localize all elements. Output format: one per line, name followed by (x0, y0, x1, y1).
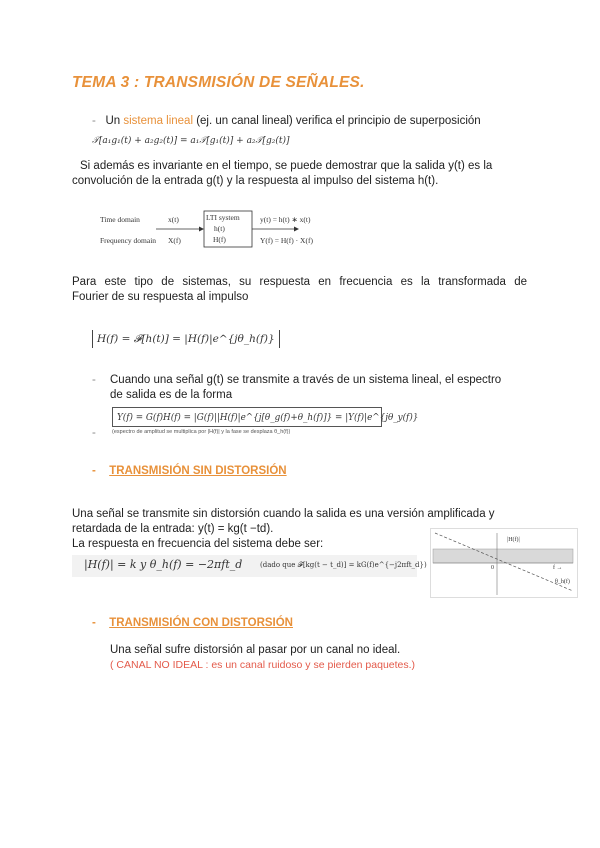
bullet-sistema-lineal (92, 114, 481, 129)
superposition-formula: 𝒯[a₁g₁(t) + a₂g₂(t)] = a₁𝒯[g₁(t)] + a₂𝒯[g₂(t)] (92, 136, 290, 146)
transfer-function-formula: H(f) = 𝓕[h(t)] = |H(f)|e^{jθ_h(f)} (92, 330, 280, 348)
section2-line1: Una señal sufre distorsión al pasar por un canal no ideal. (110, 644, 401, 656)
canal-no-ideal-note: ( CANAL NO IDEAL : es un canal ruidoso y se pierden paquetes.) (110, 659, 416, 671)
section-con-distorsion-heading (92, 613, 293, 631)
diagram-output-t: y(t) = h(t) ∗ x(t) (260, 215, 311, 224)
section1-line2: retardada de la entrada: y(t) = kg(t −td). (72, 523, 274, 535)
para1-line1: Si además es invariante en el tiempo, se puede demostrar que la salida y(t) es la (80, 160, 493, 172)
section-dash: - (92, 617, 96, 629)
para2-line2: Fourier de su respuesta al impulso (72, 291, 249, 303)
diagram-frequency-domain-label: Frequency domain (100, 236, 157, 245)
para2-line1: Para este tipo de sistemas, su respuesta en frecuencia es la transformada de (72, 276, 527, 288)
sistema-lineal-term: sistema lineal (123, 115, 194, 127)
section-sin-distorsion-heading (92, 461, 287, 479)
diagram-box-h: h(t) (214, 224, 225, 233)
output-spectrum-note: (espectro de amplitud se multiplica por |H(f)| y la fase se desplaza θ_h(f)) (112, 429, 291, 435)
output-spectrum-formula: Y(f) = G(f)H(f) = |G(f)||H(f)|e^{j[θ_g(f)+θ_h(f)]} = |Y(f)|e^{jθ_y(f)} (112, 407, 382, 427)
para1-line2: convolución de la entrada g(t) y la respuesta al impulso del sistema h(t). (72, 175, 439, 187)
bullet1-post: (ej. un canal lineal) verifica el principio de superposición (193, 115, 481, 127)
paragraph-invariante (72, 159, 532, 189)
diagram-input-f: X(f) (168, 236, 181, 245)
section-dash: - (92, 465, 96, 477)
graph-label-H: |H(f)| (507, 537, 520, 543)
diagram-box-H: H(f) (213, 235, 226, 244)
diagram-box-title: LTI system (206, 213, 240, 222)
graph-label-f: f → (553, 565, 563, 571)
paragraph-respuesta-frecuencia (72, 275, 527, 305)
diagram-time-domain-label: Time domain (100, 215, 140, 224)
diagram-input-t: x(t) (168, 215, 179, 224)
bullet1-pre: Un (105, 115, 124, 127)
distortionless-formula-note: (dado que 𝓕[kg(t − t_d)] = kG(f)e^{−j2πft_d}) (260, 561, 427, 569)
section-con-distorsion-title: TRANSMISIÓN CON DISTORSIÓN (109, 617, 293, 629)
bullet2-line1: Cuando una señal g(t) se transmite a través de un sistema lineal, el espectro (110, 374, 502, 386)
formula-band (72, 555, 427, 577)
bullet2-line2: de salida es de la forma (110, 389, 233, 401)
graph-plot (431, 529, 577, 597)
bullet-espectro-salida (92, 373, 532, 403)
bullet-dash: - (92, 374, 96, 386)
section1-line1: Una señal se transmite sin distorsión cuando la salida es una versión amplificada y (72, 508, 495, 520)
distortionless-graph (430, 528, 578, 598)
diagram-output-f: Y(f) = H(f) · X(f) (260, 236, 313, 245)
graph-label-theta: θ_h(f) (555, 579, 570, 585)
diagram-arrows (156, 210, 356, 250)
page-title: TEMA 3 : TRANSMISIÓN DE SEÑALES. (72, 74, 365, 91)
graph-label-zero: 0 (491, 565, 494, 571)
section-sin-distorsion-title: TRANSMISIÓN SIN DISTORSIÓN (109, 465, 287, 477)
lti-diagram (100, 210, 350, 250)
section1-line3: La respuesta en frecuencia del sistema debe ser: (72, 538, 324, 550)
bullet-dash-empty: - (92, 427, 96, 439)
bullet-dash: - (92, 115, 96, 127)
distortionless-formula: |H(f)| = k y θ_h(f) = −2πft_d (84, 558, 243, 571)
